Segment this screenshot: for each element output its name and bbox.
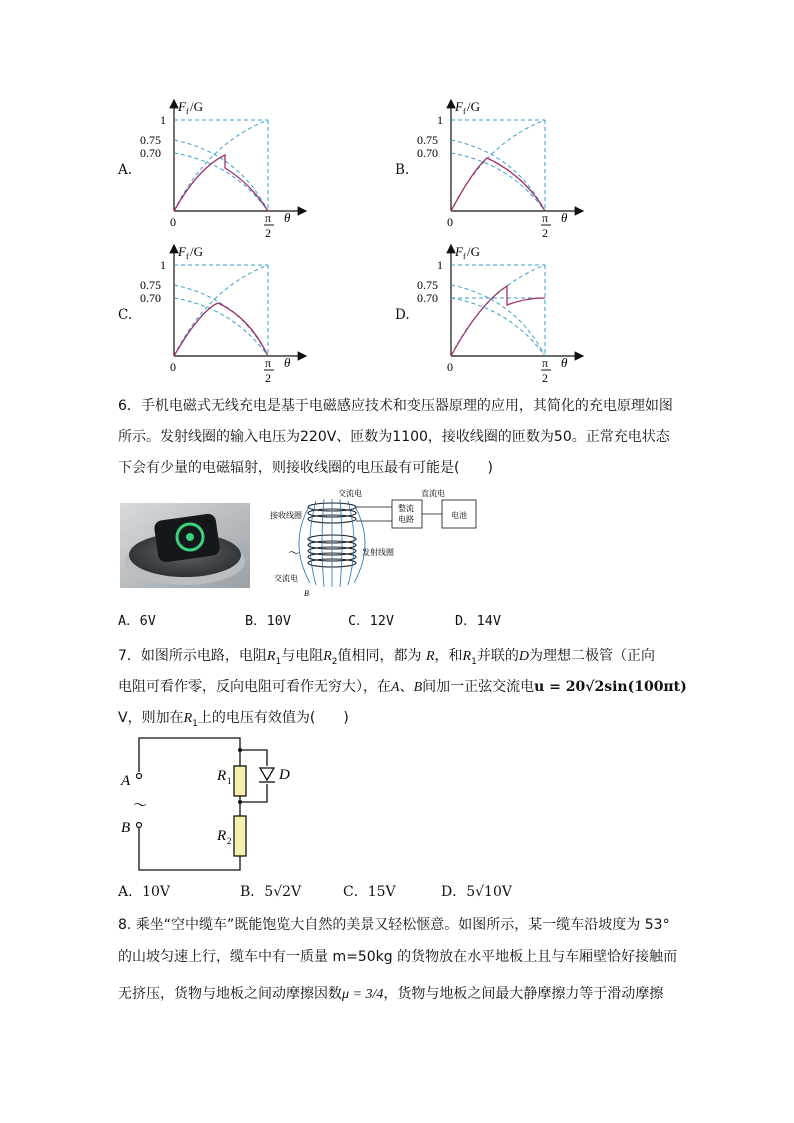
y-axis-label: F [455,99,463,114]
pi-label: π [542,211,549,225]
q7-option-b: B．5√2V [240,884,302,900]
tick-075: 0.75 [417,133,438,147]
origin-label: 0 [447,360,453,374]
y-axis-sub: f [463,252,466,261]
battery-label: 电池 [451,511,467,520]
b-field-label: B [304,589,309,597]
transmit-coil-label: 发射线圈 [362,548,394,557]
r2-label: R [217,828,227,844]
rectifier-label-2: 电路 [398,515,414,524]
q7-option-a: A．10V [118,884,171,900]
q7-line-2: 电阻可看作零，反向电阻可看作无穷大），在A、B间加一正弦交流电u = 20√2sin(100πt) [118,679,687,695]
y-axis-label: F [455,244,463,259]
two-label: 2 [265,371,271,385]
q7-option-c: C．15V [343,884,396,900]
y-axis-tail: /G [467,99,480,114]
pi-label: π [265,211,272,225]
force-angle-graph [415,243,585,388]
svg-text:1: 1 [227,776,232,786]
q7-line-3: V，则加在$R_1$上的电压有效值为( ) [118,710,349,729]
option-label: A. [118,162,133,178]
theta-label: θ [561,210,568,225]
wireless-charger-photo [120,503,250,588]
terminal-b: B [121,820,131,836]
theta-label: θ [284,355,291,370]
rectifier-label-1: 整流 [398,504,414,513]
y-axis-sub: f [186,252,189,261]
tick-075: 0.75 [140,133,161,147]
q6-option-d: D．14V [455,613,502,629]
y-axis-label: F [178,99,186,114]
graph-option-c [118,243,308,388]
option-label: C. [118,307,133,323]
tick-1: 1 [160,258,166,272]
origin-label: 0 [170,360,176,374]
tick-075: 0.75 [140,278,161,292]
force-angle-graph [138,243,308,388]
q6-line-2: 所示。发射线圈的输入电压为220V、匝数为1100，接收线圈的匝数为50。正常充电状态 [118,429,670,445]
graph-option-d [395,243,585,388]
y-axis-tail: /G [467,244,480,259]
q6-option-c: C．12V [348,613,395,629]
r1-label: R [217,768,227,784]
tick-075: 0.75 [417,278,438,292]
pi-label: π [542,356,549,370]
graph-option-a [118,98,308,243]
svg-text:2: 2 [227,836,232,846]
tick-1: 1 [437,258,443,272]
option-label: B. [395,162,410,178]
origin-label: 0 [170,215,176,229]
pi-label: π [265,356,272,370]
tilde-symbol: ～ [288,546,301,560]
y-axis-tail: /G [190,244,203,259]
theta-label: θ [561,355,568,370]
two-label: 2 [542,371,548,385]
force-angle-graph [138,98,308,243]
y-axis-tail: /G [190,99,203,114]
q8-line-3: 无挤压，货物与地板之间动摩擦因数μ = 3/4，货物与地板之间最大静摩擦力等于滑动摩擦 [118,986,664,1002]
q6-line-1: 6．手机电磁式无线充电是基于电磁感应技术和变压器原理的应用，其简化的充电原理如图 [118,398,673,414]
receive-coil-label: 接收线圈 [270,511,302,520]
option-label: D. [395,307,410,323]
charging-circuit-diagram [266,485,516,597]
q8-line-2: 的山坡匀速上行，缆车中有一质量 m=50kg 的货物放在水平地板上且与车厢壁恰好接触而 [118,949,678,965]
terminal-a: A [121,773,131,789]
dc-label: 直流电 [421,489,445,498]
ac-top-label: 交流电 [338,489,362,498]
tick-1: 1 [160,113,166,127]
tick-070: 0.70 [417,146,438,160]
q7-option-d: D．5√10V [441,884,512,900]
tick-070: 0.70 [417,291,438,305]
diode-label: D [279,767,290,783]
q7-line-1: 7．如图所示电路，电阻$R_1$与电阻$R_2$值相同，都为 R，和$R_1$并联的D为理想二极管（正向 [118,648,655,667]
force-angle-graph [415,98,585,243]
q6-option-a: A．6V [118,613,156,629]
graph-option-b [395,98,585,243]
diode-circuit-diagram [115,728,315,878]
y-axis-sub: f [186,107,189,116]
two-label: 2 [265,226,271,240]
y-axis-sub: f [463,107,466,116]
q6-line-3: 下会有少量的电磁辐射，则接收线圈的电压最有可能是( ) [118,460,493,476]
two-label: 2 [542,226,548,240]
tick-070: 0.70 [140,146,161,160]
origin-label: 0 [447,215,453,229]
tick-1: 1 [437,113,443,127]
ac-tilde: ～ [133,799,147,814]
y-axis-label: F [178,244,186,259]
q8-line-1: 8. 乘坐“空中缆车”既能饱览大自然的美景又轻松惬意。如图所示，某一缆车沿坡度为 53° [118,917,670,933]
theta-label: θ [284,210,291,225]
ac-bottom-label: 交流电 [274,574,298,583]
q6-option-b: B．10V [245,613,292,629]
tick-070: 0.70 [140,291,161,305]
